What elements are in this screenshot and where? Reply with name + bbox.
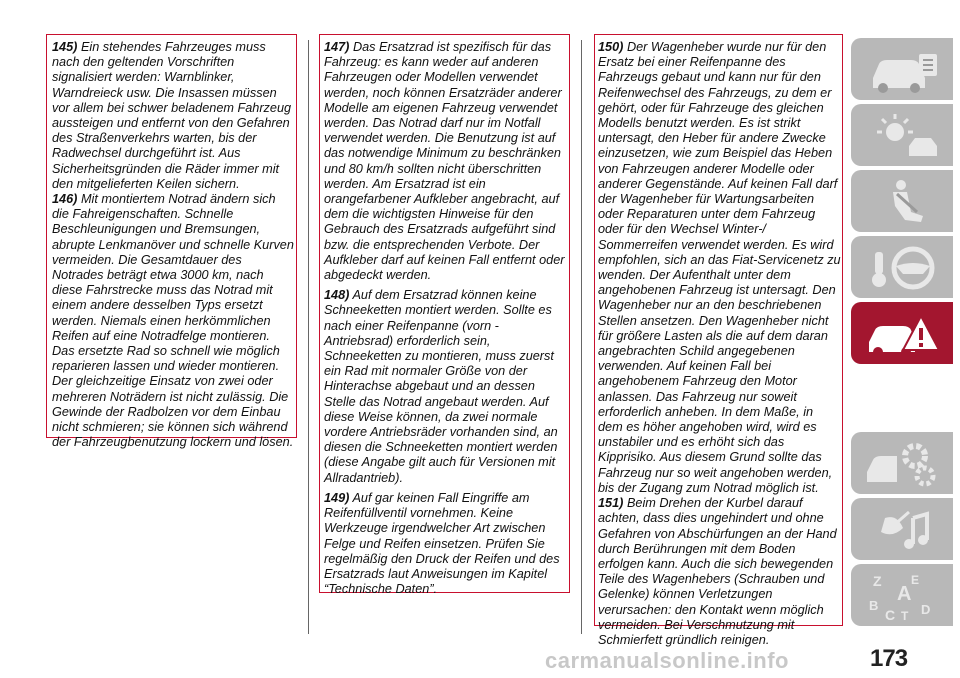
warning-text: Ein stehendes Fahrzeuges muss nach den geltenden Vorschriften signalisiert werden: Warnblinker, Warndreieck usw. Die Insassen müssen vor allem bei schwer beladenem Fahrzeug aussteigen und entfernt von den Gefahren des Straßenverkehrs warten, bis der Radwechsel durchgeführt ist. Aus Sicherheitsgründen die Räder immer mit den mitgelieferten Keilen sichern. — [52, 40, 292, 191]
column-divider — [581, 40, 582, 634]
warning-text: Beim Drehen der Kurbel darauf achten, dass dies ungehindert und ohne Gefahren von Abschürfungen an der Hand durch Berührungen mit dem Boden erfolgen kann. Auch die sich bewegenden Teile des Wagenhebers (Schrauben und Gelenke) können Verletzungen verursachen: den Kontakt wenn möglich vermeiden. Bei Verschmutzung mit Schmierfett gründlich reinigen. — [598, 496, 837, 647]
warning-number: 148) — [324, 288, 350, 303]
warning-text: Der Wagenheber wurde nur für den Ersatz bei einer Reifenpanne des Fahrzeugs gebaut und kann nur für den Reifenwechsel des Fahrzeugs, zu dem er gehört, oder für Fahrzeuge des gleichen Modells benutzt werden. Es ist strikt untersagt, den Heber für andere Zwecke einzusetzen, wie zum Beispiel das Heben von Fahrzeugen anderer Modelle oder anderer Gegenstände. Auf keinen Fall darf der Wagenheber für Wartungsarbeiten oder Reparaturen unter dem Fahrzeug oder für den Wechsel Winter-/ Sommerreifen verwendet werden. Es wird empfohlen, sich an das Fiat-Servicenetz zu wenden. Der Aufenthalt unter dem angehobenen Fahrzeug ist untersagt. Den Wagenheber nur an den beschriebenen Stellen ansetzen. Den Wagenheber nicht für größere Lasten als die auf dem daran angebrachten Schild angegebenen verwenden. Auf keinen Fall bei angehobenem Fahrzeug den Motor anlassen. Das Fahrzeug nur soweit erforderlich anheben. In dem Maße, in dem es höher angehoben wird, wird es unstabiler und es erhöht sich das Kipprisiko. Aus diesem Grund sollte das Fahrzeug nur so weit angehoben werden, bis der Zugang zum Notrad möglich ist. — [598, 40, 841, 495]
car-info-icon — [863, 44, 943, 96]
warning-number: 146) — [52, 192, 78, 207]
key-steering-wheel-icon — [863, 242, 943, 294]
warning-number: 151) — [598, 496, 624, 511]
warning-number: 147) — [324, 40, 350, 54]
svg-text:C: C — [885, 607, 896, 622]
tab-emergency[interactable] — [851, 302, 953, 364]
alphabetical-index-icon — [863, 570, 943, 622]
warning-paragraph — [598, 496, 841, 648]
warning-text: Auf dem Ersatzrad können keine Schneeketten montiert werden. Sollte es nach einer Reifenpanne (vorn - Antriebsrad) erforderlich sein, Schneeketten zu montieren, muss zuerst ein Rad mit normaler Größe von der Hinterachse abgebaut und an dessen Stelle das Notrad angebaut werden. Auf diese Weise können, da zwei normale vordere Antriebsräder vorhanden sind, an diesen die Schneeketten montiert werden (diese Angabe gilt auch für Versionen mit Allradantrieb). — [324, 288, 558, 485]
warning-text: Das Ersatzrad ist spezifisch für das Fahrzeug: es kann weder auf anderen Fahrzeugen oder Modellen verwendet werden, noch können Ersatzräder anderer Modelle am eigenen Fahrzeug verwendet werden. Das Notrad darf nur im Notfall verwendet werden. Die Benutzung ist auf das notwendige Minimum zu beschränken und 80 km/h sollten nicht überschritten werden. Am Ersatzrad ist ein orangefarbener Aufkleber angebracht, auf dem die wichtigsten Hinweise für den Gebrauch des Ersatzrads aufgeführt sind bzw. die entsprechenden Verbote. Der Aufkleber darf auf keinen Fall entfernt oder abgedeckt werden. — [324, 40, 565, 283]
svg-text:D: D — [921, 602, 931, 617]
column-divider — [308, 40, 309, 634]
dashboard-lights-icon — [863, 110, 943, 162]
svg-text:A: A — [897, 583, 912, 605]
page-number: 173 — [870, 645, 908, 672]
watermark: carmanualsonline.info — [545, 648, 789, 673]
tab-seat-safety[interactable] — [851, 170, 953, 232]
tab-dashboard-lights[interactable] — [851, 104, 953, 166]
warning-paragraph — [52, 40, 295, 192]
svg-text:B: B — [869, 598, 879, 613]
multimedia-satellite-icon — [863, 504, 943, 556]
warning-paragraph — [324, 288, 567, 486]
warning-number: 150) — [598, 40, 624, 54]
warning-number: 149) — [324, 490, 350, 505]
warning-column-1 — [52, 40, 295, 450]
warning-number: 145) — [52, 40, 78, 54]
svg-text:Z: Z — [873, 573, 882, 589]
tab-car-info[interactable] — [851, 38, 953, 100]
car-emergency-icon — [863, 308, 943, 360]
warning-text: Mit montiertem Notrad ändern sich die Fahreigenschaften. Schnelle Beschleunigungen und Bremsungen, abrupte Lenkmanöver und schnelle Kurven vermeiden. Die Gesamtdauer des Notrades beträgt etwa 3000 km, nach diese Fahrstrecke muss das Notrad mit einem andere desselben Typs ersetzt werden. Niemals einen herkömmlichen Reifen auf eine Notradfelge montieren. Das ersetzte Rad so schnell wie möglich reparieren lassen und wieder montieren. Der gleichzeitige Einsatz von zwei oder mehreren Noträdern ist nicht zulässig. Die Gewinde der Radbolzen vor dem Einbau nicht schmieren; sie können sich während der Fahrzeugbenutzung lockern und lösen. — [52, 192, 294, 450]
tab-key-steering[interactable] — [851, 236, 953, 298]
svg-text:E: E — [911, 573, 920, 587]
svg-text:T: T — [901, 609, 909, 622]
warning-text: Auf gar keinen Fall Eingriffe am Reifenfüllventil vornehmen. Keine Werkzeuge irgendwelcher Art zwischen Felge und Reifen einsetzen. Prüfen Sie regelmäßig den Druck der Reifen und des Ersatzrads laut Anweisungen im Kapitel “Technische Daten”. — [324, 490, 560, 597]
warning-paragraph — [324, 491, 567, 597]
warning-paragraph — [598, 40, 841, 496]
warning-column-2 — [324, 40, 567, 597]
tab-multimedia[interactable] — [851, 498, 953, 560]
car-maintenance-gears-icon — [863, 438, 943, 490]
tab-maintenance[interactable] — [851, 432, 953, 494]
warning-column-3 — [598, 40, 841, 648]
warning-paragraph — [324, 40, 567, 283]
warning-paragraph — [52, 192, 295, 450]
tab-index[interactable] — [851, 564, 953, 626]
seat-safety-icon — [863, 176, 943, 228]
